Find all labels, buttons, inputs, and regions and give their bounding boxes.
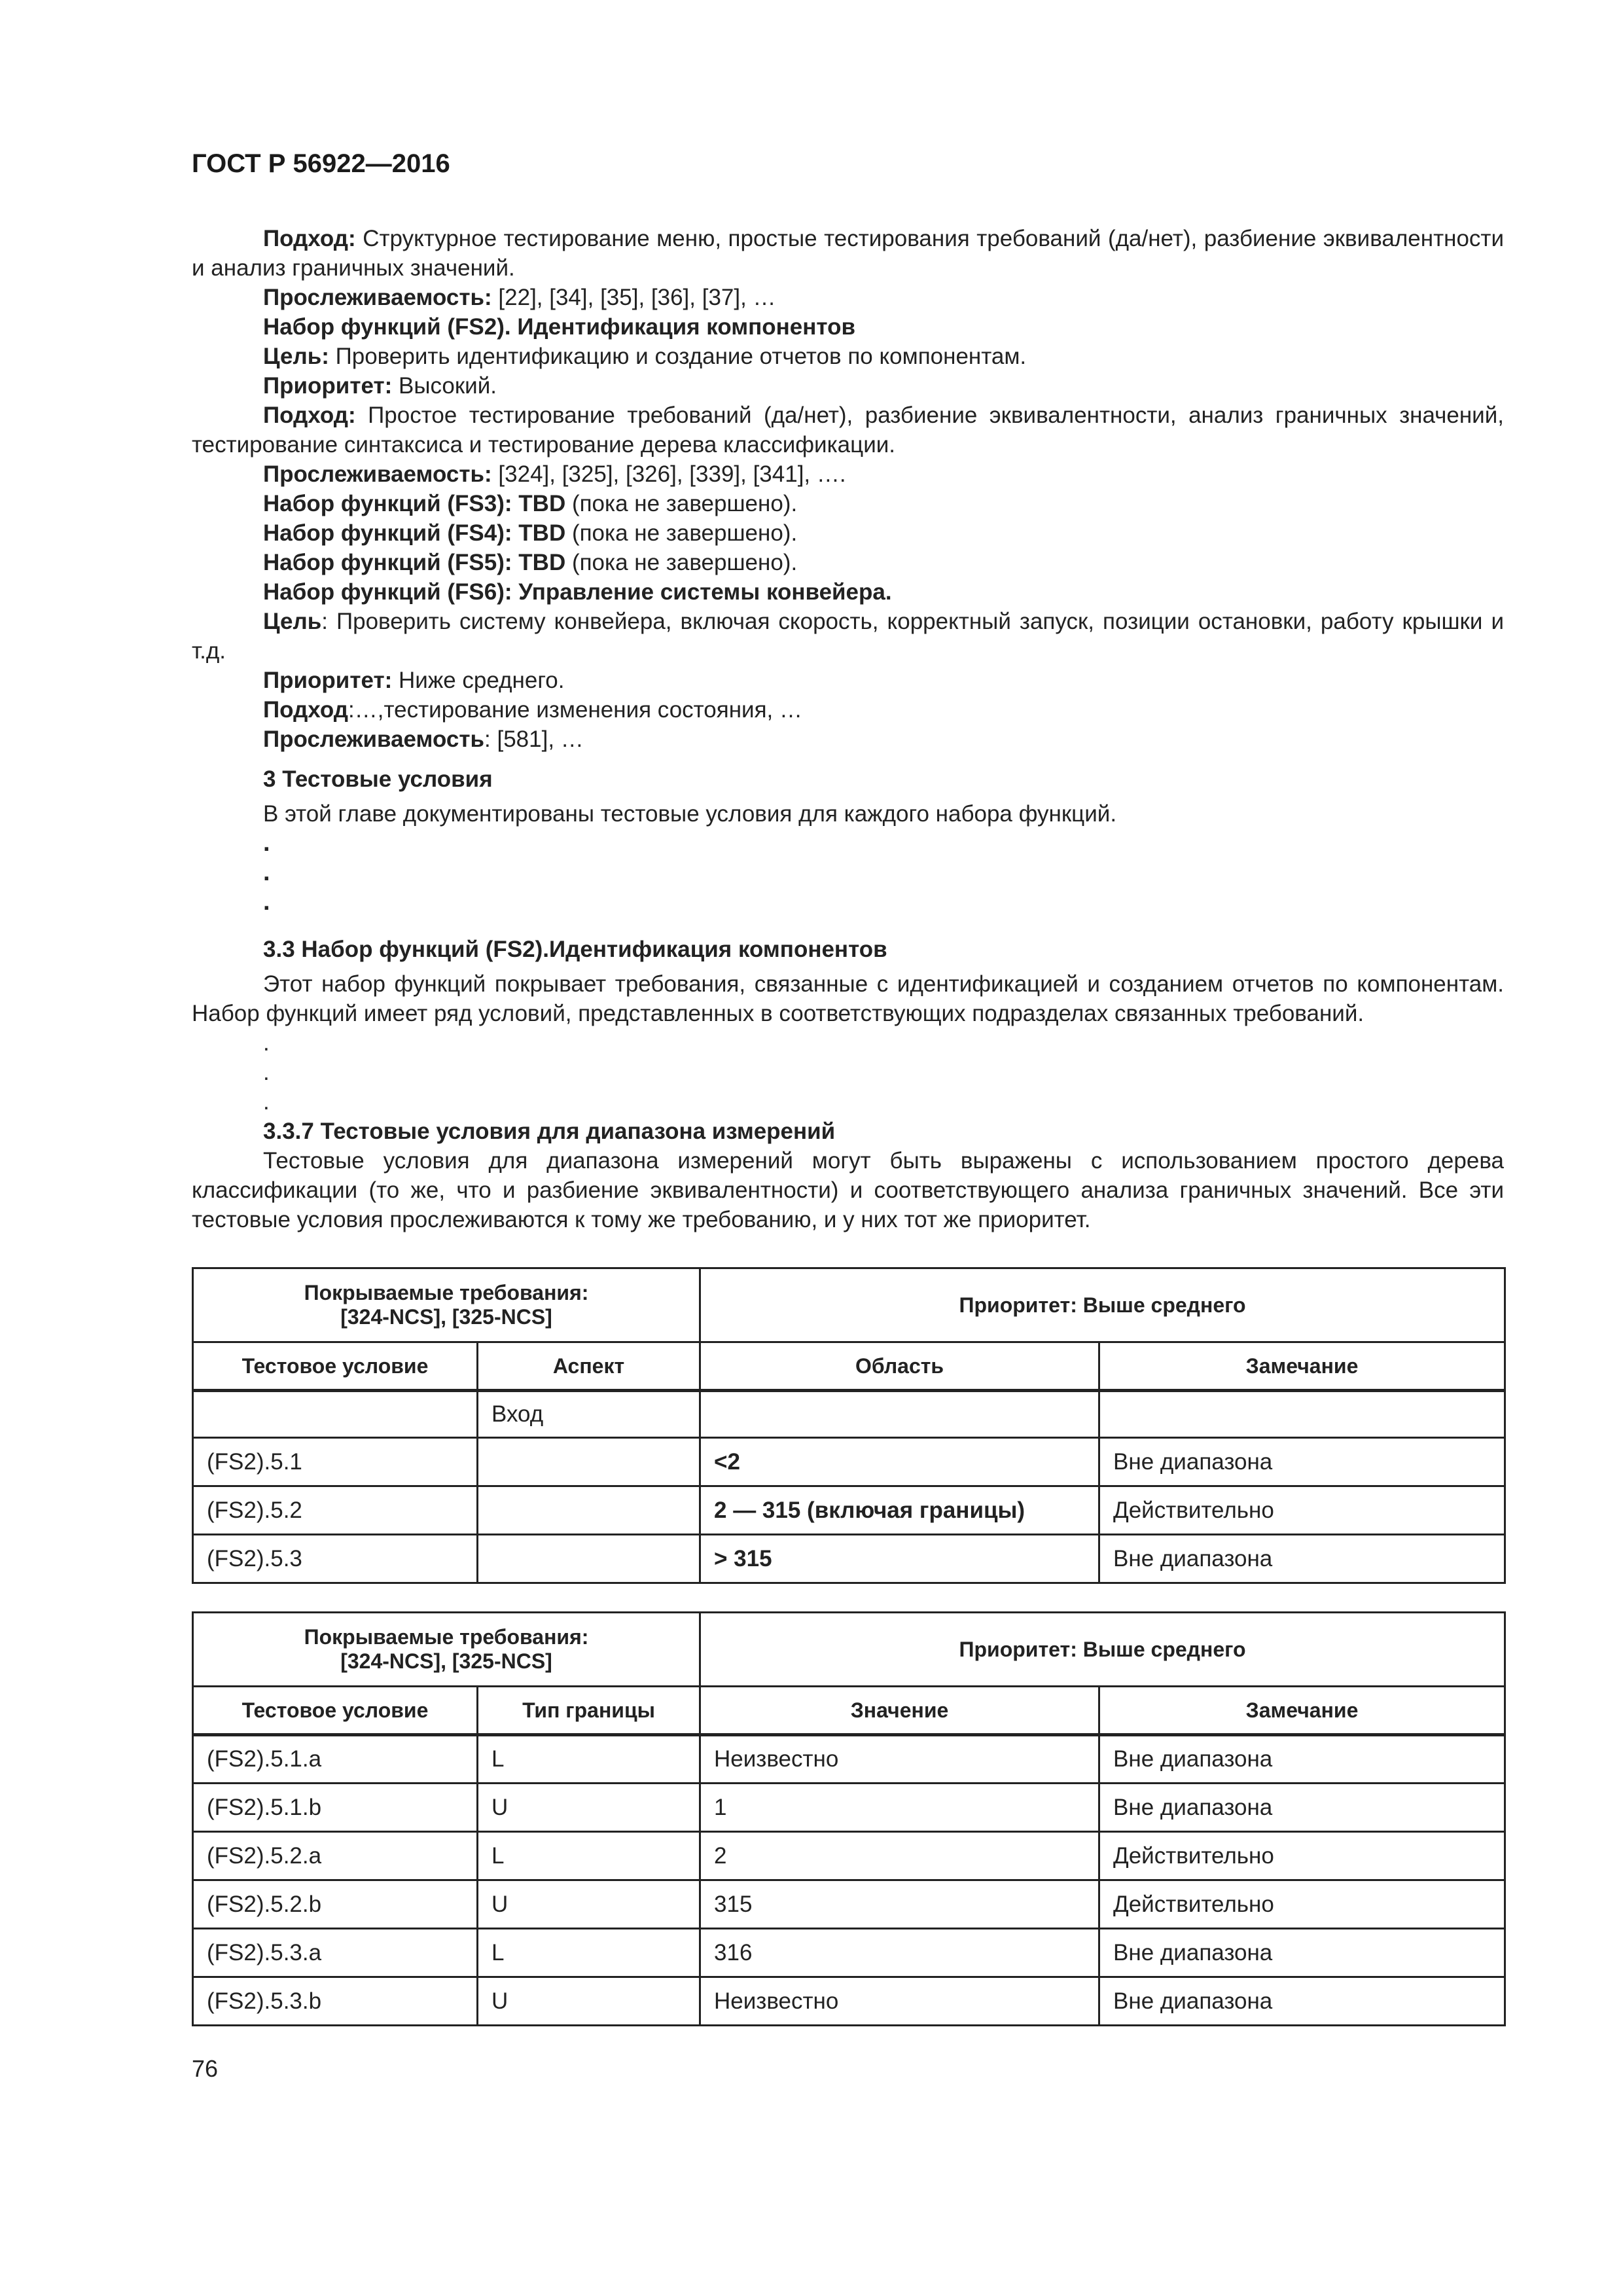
table-row: (FS2).5.2 2 — 315 (включая границы) Действительно xyxy=(193,1486,1505,1535)
goal6-paragraph: Цель: Проверить систему конвейера, включая скорость, корректный запуск, позиции остановки, работу крышки и т.д. xyxy=(192,609,1504,664)
ellipsis-dot: . xyxy=(263,1060,270,1085)
fs5-line: Набор функций (FS5): TBD (пока не завершено). xyxy=(263,550,798,575)
section-3-text: В этой главе документированы тестовые условия для каждого набора функций. xyxy=(263,801,1117,827)
traceability-line: Прослеживаемость: [22], [34], [35], [36], [37], … xyxy=(263,285,776,310)
fs6-title: Набор функций (FS6): Управление системы конвейера. xyxy=(263,579,892,605)
ellipsis-dot: . xyxy=(263,859,270,886)
page-number: 76 xyxy=(192,2055,219,2082)
priority-line: Приоритет: Высокий. xyxy=(263,373,497,399)
fs3-line: Набор функций (FS3): TBD (пока не завершено). xyxy=(263,491,798,516)
fs4-line: Набор функций (FS4): TBD (пока не завершено). xyxy=(263,520,798,546)
approach6-line: Подход:…,тестирование изменения состояния, … xyxy=(263,697,802,723)
priority6-line: Приоритет: Ниже среднего. xyxy=(263,668,565,693)
column-header: Замечание xyxy=(1099,1687,1505,1735)
approach2-paragraph: Подход: Простое тестирование требований (да/нет), разбиение эквивалентности, анализ граничных значений, тестирование синтаксиса и тестирование дерева классификации. xyxy=(192,403,1504,457)
section-3-3-7 xyxy=(192,1117,1504,1234)
column-header: Значение xyxy=(700,1687,1099,1735)
ellipsis-dot: . xyxy=(263,1030,270,1056)
priority-cell: Приоритет: Выше среднего xyxy=(700,1268,1505,1342)
table-row: (FS2).5.3.b U Неизвестно Вне диапазона xyxy=(193,1977,1505,2026)
goal-line: Цель: Проверить идентификацию и создание отчетов по компонентам. xyxy=(263,344,1027,369)
document-header: ГОСТ Р 56922—2016 xyxy=(192,149,450,178)
table-row: (FS2).5.2.b U 315 Действительно xyxy=(193,1880,1505,1929)
column-header: Тестовое условие xyxy=(193,1687,478,1735)
table-row: (FS2).5.1.b U 1 Вне диапазона xyxy=(193,1784,1505,1832)
table-row: (FS2).5.3.a L 316 Вне диапазона xyxy=(193,1929,1505,1977)
column-header-row xyxy=(193,1342,1505,1391)
ellipsis-dot: . xyxy=(263,1089,270,1115)
fs2-title: Набор функций (FS2). Идентификация компонентов xyxy=(263,314,855,340)
column-header-row xyxy=(193,1687,1505,1735)
column-header: Замечание xyxy=(1099,1342,1505,1391)
table-row: Вход xyxy=(193,1391,1505,1438)
section-3-3 xyxy=(192,935,1504,1117)
ellipsis-dot: . xyxy=(263,888,270,916)
section-3-3-title: 3.3 Набор функций (FS2).Идентификация компонентов xyxy=(263,937,887,962)
equivalence-table xyxy=(192,1267,1506,1584)
feature-set-descriptions xyxy=(192,224,1504,754)
column-header: Аспект xyxy=(478,1342,700,1391)
approach-paragraph: Подход: Структурное тестирование меню, простые тестирования требований (да/нет), разбиение эквивалентности и анализ граничных значений. xyxy=(192,226,1504,281)
section-3 xyxy=(192,764,1504,917)
covered-requirements-cell: Покрываемые требования: [324-NCS], [325-NCS] xyxy=(193,1268,700,1342)
table-row: (FS2).5.3 > 315 Вне диапазона xyxy=(193,1535,1505,1583)
covered-requirements-cell: Покрываемые требования: [324-NCS], [325-NCS] xyxy=(193,1613,700,1687)
section-3-title: 3 Тестовые условия xyxy=(263,766,493,792)
traceability6-line: Прослеживаемость: [581], … xyxy=(263,726,584,752)
boundary-values-table xyxy=(192,1611,1506,2026)
column-header: Область xyxy=(700,1342,1099,1391)
section-3-3-7-title: 3.3.7 Тестовые условия для диапазона измерений xyxy=(263,1119,836,1144)
table-header-row xyxy=(193,1268,1505,1342)
section-3-3-7-text: Тестовые условия для диапазона измерений могут быть выражены с использованием простого дерева классификации (то же, что и разбиение эквивалентности) и соответствующего анализа граничных значений. Все эти тестовые условия прослеживаются к тому же требованию, и у них тот же приоритет. xyxy=(192,1148,1504,1232)
table-row: (FS2).5.1.a L Неизвестно Вне диапазона xyxy=(193,1735,1505,1784)
table-row: (FS2).5.1 <2 Вне диапазона xyxy=(193,1438,1505,1486)
ellipsis-dot: . xyxy=(263,829,270,857)
table-row: (FS2).5.2.a L 2 Действительно xyxy=(193,1832,1505,1880)
priority-cell: Приоритет: Выше среднего xyxy=(700,1613,1505,1687)
column-header: Тестовое условие xyxy=(193,1342,478,1391)
traceability2-line: Прослеживаемость: [324], [325], [326], [339], [341], …. xyxy=(263,461,846,487)
section-3-3-text: Этот набор функций покрывает требования, связанные с идентификацией и созданием отчетов по компонентам. Набор функций имеет ряд условий, представленных в соответствующих подразделах связанных требований. xyxy=(192,971,1504,1026)
column-header: Тип границы xyxy=(478,1687,700,1735)
table-header-row xyxy=(193,1613,1505,1687)
